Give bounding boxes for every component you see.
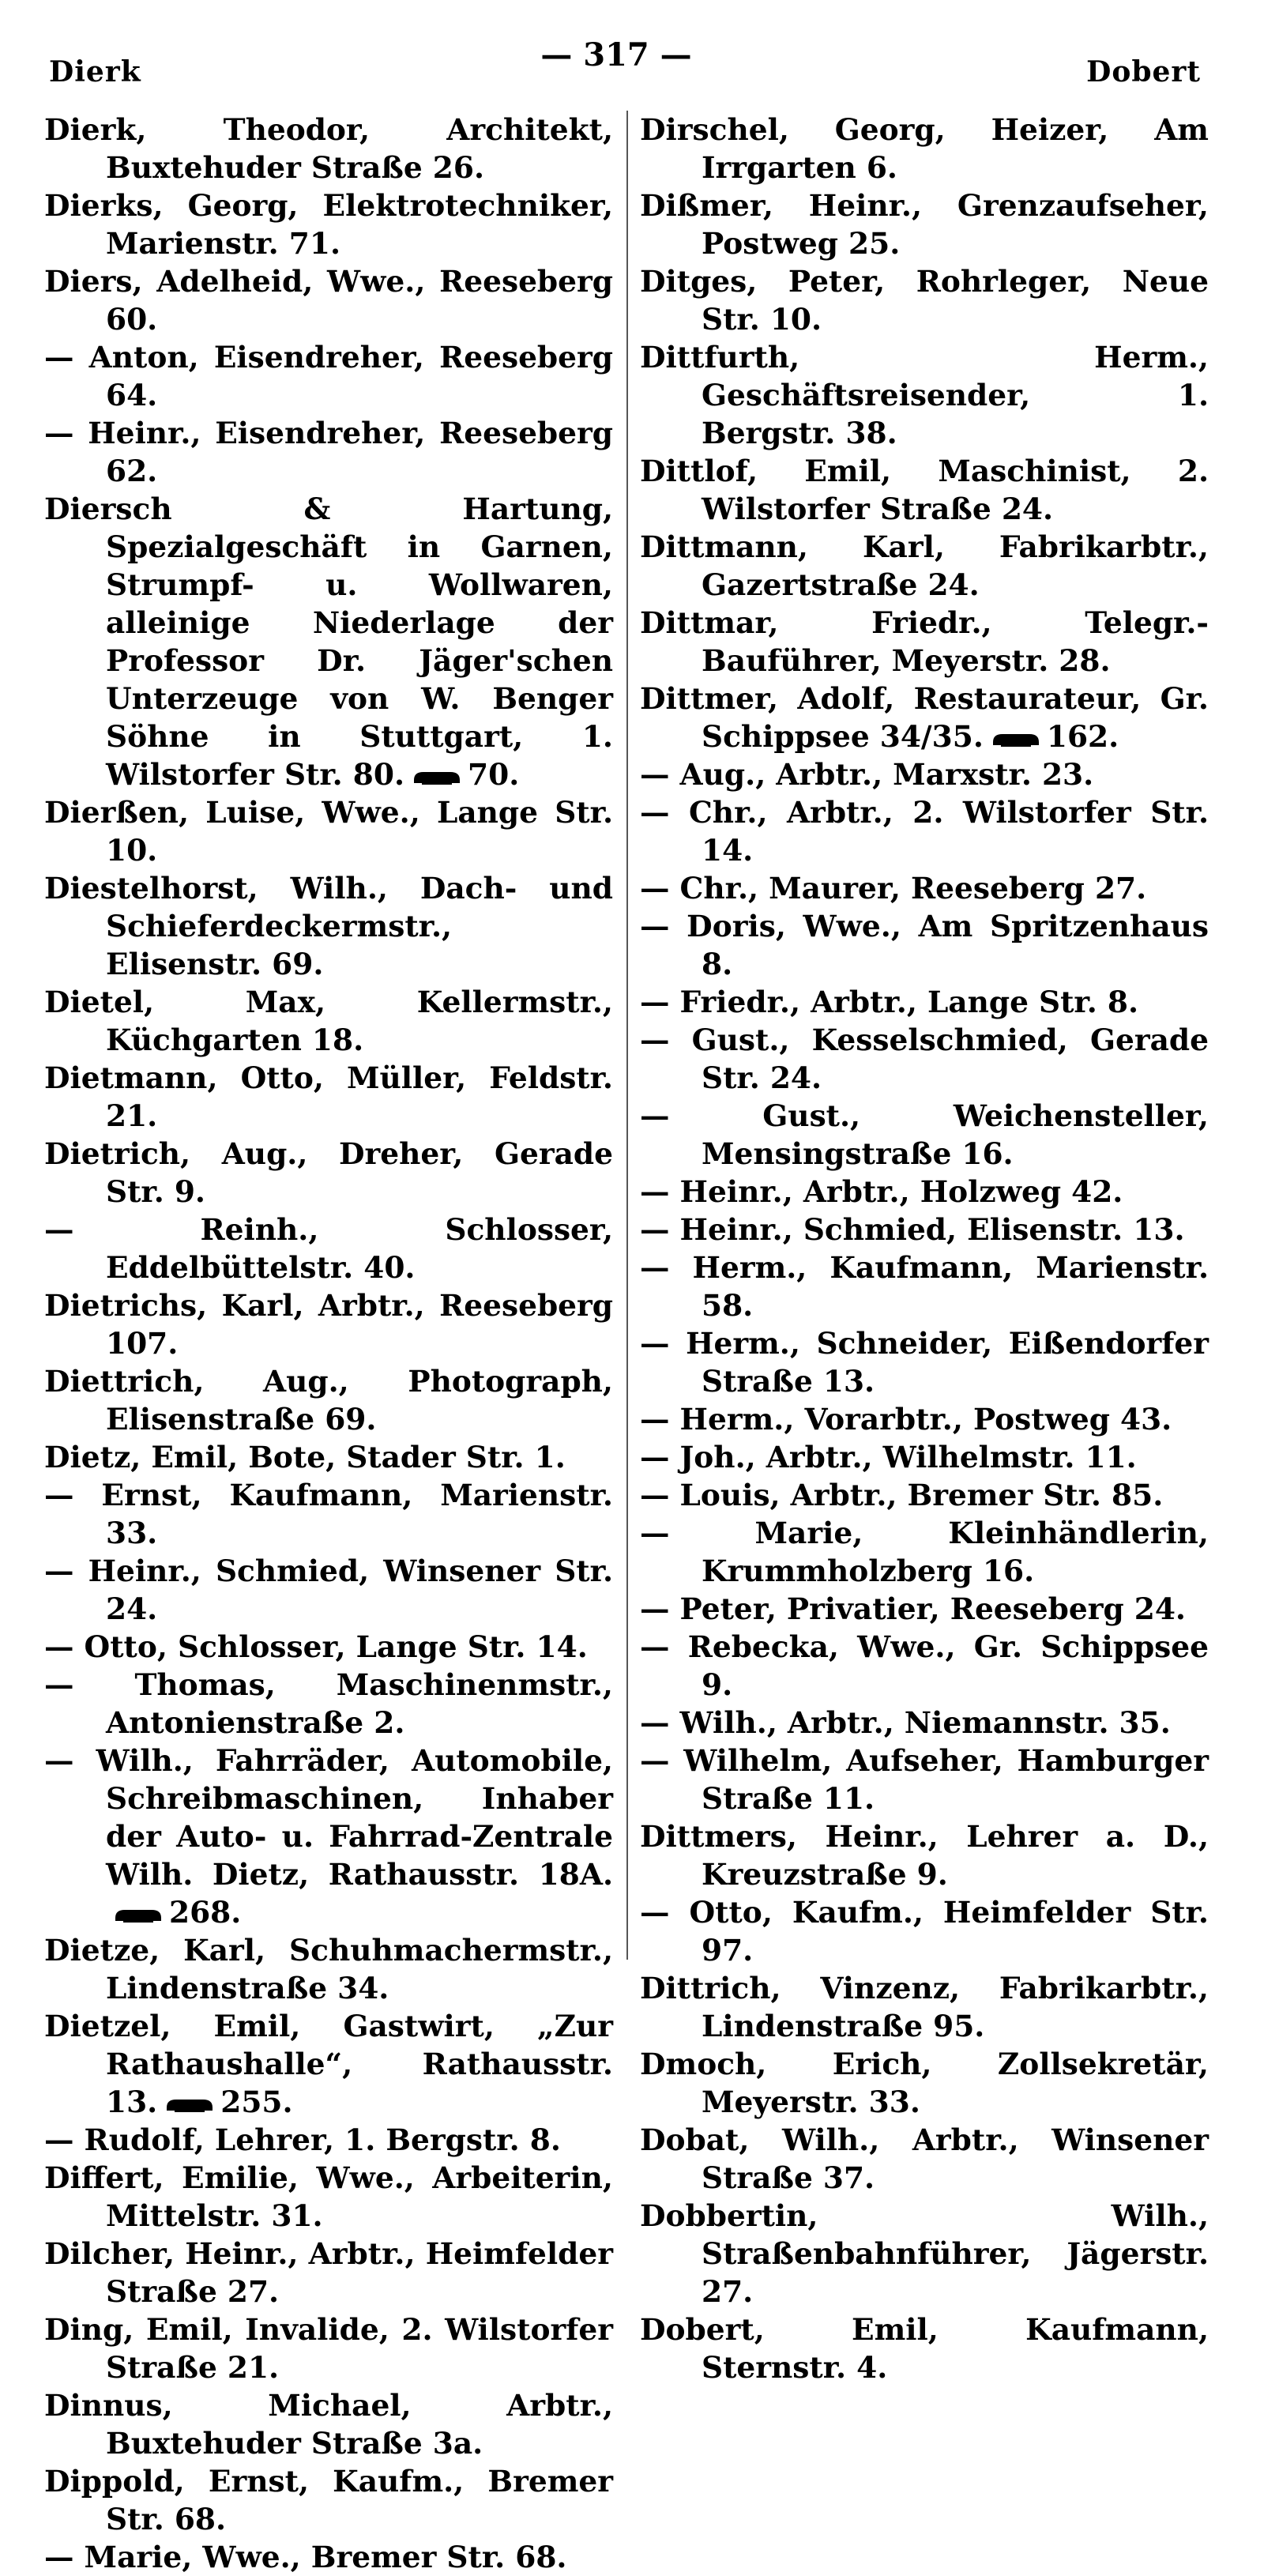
entry-text: — Louis, Arbtr., Bremer Str. 85. <box>640 1478 1164 1512</box>
page-number: — 317 — <box>540 36 692 73</box>
entry-text: — Marie, Wwe., Bremer Str. 68. <box>44 2540 567 2574</box>
phone-number: 70. <box>468 757 520 792</box>
directory-entry <box>640 1248 1209 1324</box>
directory-entry <box>640 680 1209 755</box>
entry-text: Diers, Adelheid, Wwe., Reeseberg 60. <box>44 264 613 337</box>
entry-text: — Gust., Weichensteller, Mensingstraße 16. <box>640 1098 1209 1171</box>
entry-text: Differt, Emilie, Wwe., Arbeiterin, Mittelstr. 31. <box>44 2160 613 2233</box>
directory-entry <box>44 414 613 490</box>
entry-text: Ditges, Peter, Rohrleger, Neue Str. 10. <box>640 264 1209 337</box>
entry-text: Dittmers, Heinr., Lehrer a. D., Kreuzstraße 9. <box>640 1819 1209 1892</box>
entry-text: Dißmer, Heinr., Grenzaufseher, Postweg 25. <box>640 188 1209 261</box>
directory-entry <box>44 2310 613 2386</box>
directory-entry <box>44 2007 613 2121</box>
entry-text: Dobert, Emil, Kaufmann, Sternstr. 4. <box>640 2312 1209 2385</box>
entry-text: — Thomas, Maschinenmstr., Antonienstraße 2. <box>44 1667 613 1740</box>
entry-text: — Friedr., Arbtr., Lange Str. 8. <box>640 985 1138 1019</box>
directory-entry <box>44 1931 613 2007</box>
directory-entry <box>640 1742 1209 1817</box>
directory-entry <box>44 983 613 1059</box>
entry-text: — Wilhelm, Aufseher, Hamburger Straße 11. <box>640 1743 1209 1816</box>
directory-entry <box>640 907 1209 983</box>
directory-entry <box>640 2045 1209 2121</box>
directory-entry <box>44 2159 613 2235</box>
directory-entry <box>44 1059 613 1135</box>
directory-entry <box>44 186 613 262</box>
directory-entry <box>640 1969 1209 2045</box>
entry-text: — Heinr., Schmied, Winsener Str. 24. <box>44 1554 613 1626</box>
entry-text: Diersch & Hartung, Spezialgeschäft in Garnen, Strumpf- u. Wollwaren, alleinige Niederlage der Professor Dr. Jäger'schen Unterzeuge von W. Benger Söhne in Stuttgart, 1. Wilstorfer Str. 80. <box>44 491 613 792</box>
directory-entry <box>640 1476 1209 1514</box>
entry-text: Dmoch, Erich, Zollsekretär, Meyerstr. 33. <box>640 2047 1209 2119</box>
directory-entry <box>44 1438 613 1476</box>
phone-number: 255. <box>220 2085 293 2119</box>
directory-entry <box>44 2462 613 2538</box>
entry-text: Ding, Emil, Invalide, 2. Wilstorfer Straße 21. <box>44 2312 613 2385</box>
directory-entry <box>44 1211 613 1286</box>
entry-text: — Otto, Schlosser, Lange Str. 14. <box>44 1629 588 1664</box>
directory-entry <box>640 1893 1209 1969</box>
directory-entry <box>640 1400 1209 1438</box>
entry-text: — Gust., Kesselschmied, Gerade Str. 24. <box>640 1022 1209 1095</box>
entry-text: — Doris, Wwe., Am Spritzenhaus 8. <box>640 909 1209 981</box>
directory-entry <box>44 793 613 869</box>
entry-text: Dobat, Wilh., Arbtr., Winsener Straße 37. <box>640 2122 1209 2195</box>
telephone-icon <box>164 2095 216 2115</box>
telephone-icon <box>411 767 463 788</box>
directory-entry <box>640 869 1209 907</box>
entry-text: — Reinh., Schlosser, Eddelbüttelstr. 40. <box>44 1212 613 1285</box>
telephone-icon <box>990 729 1042 750</box>
directory-entry <box>640 338 1209 452</box>
directory-entry <box>640 1097 1209 1173</box>
entry-text: Dittlof, Emil, Maschinist, 2. Wilstorfer Straße 24. <box>640 454 1209 526</box>
directory-entry <box>44 1742 613 1931</box>
directory-entry <box>640 2121 1209 2197</box>
entry-text: Dierßen, Luise, Wwe., Lange Str. 10. <box>44 795 613 868</box>
directory-entry <box>640 1704 1209 1742</box>
entry-text: — Joh., Arbtr., Wilhelmstr. 11. <box>640 1440 1137 1474</box>
phone-number: 268. <box>169 1895 242 1930</box>
directory-entry <box>640 1590 1209 1628</box>
directory-entry <box>44 1286 613 1362</box>
directory-entry <box>640 528 1209 604</box>
entry-text: Dittmar, Friedr., Telegr.-Bauführer, Meyerstr. 28. <box>640 605 1209 678</box>
header-last-name: Dobert <box>1086 55 1201 89</box>
entry-text: — Marie, Kleinhändlerin, Krummholzberg 16. <box>640 1516 1209 1588</box>
directory-entry <box>44 2121 613 2159</box>
entry-text: — Otto, Kaufm., Heimfelder Str. 97. <box>640 1895 1209 1968</box>
directory-entry <box>640 262 1209 338</box>
entry-text: — Heinr., Arbtr., Holzweg 42. <box>640 1174 1123 1209</box>
directory-entry <box>44 2235 613 2310</box>
directory-entry <box>44 869 613 983</box>
page-header <box>0 0 1264 103</box>
telephone-icon <box>112 1905 164 1926</box>
directory-entry <box>640 186 1209 262</box>
entry-text: Dittrich, Vinzenz, Fabrikarbtr., Lindenstraße 95. <box>640 1971 1209 2043</box>
directory-entry <box>640 755 1209 793</box>
directory-entry <box>44 1476 613 1552</box>
entry-text: Dietmann, Otto, Müller, Feldstr. 21. <box>44 1060 613 1133</box>
entry-text: Dietz, Emil, Bote, Stader Str. 1. <box>44 1440 566 1474</box>
directory-entry <box>44 338 613 414</box>
header-first-name: Dierk <box>49 55 141 89</box>
directory-entry <box>640 1324 1209 1400</box>
directory-entry <box>44 111 613 186</box>
entry-text: — Peter, Privatier, Reeseberg 24. <box>640 1591 1186 1626</box>
directory-entry <box>44 1628 613 1666</box>
entry-text: Dilcher, Heinr., Arbtr., Heimfelder Straße 27. <box>44 2236 613 2309</box>
directory-entry <box>44 262 613 338</box>
directory-entry <box>640 111 1209 186</box>
entry-text: Dittmer, Adolf, Restaurateur, Gr. Schippsee 34/35. <box>640 681 1209 754</box>
entry-text: Diestelhorst, Wilh., Dach- und Schieferdeckermstr., Elisenstr. 69. <box>44 871 613 981</box>
directory-entry <box>44 2538 613 2576</box>
directory-entry <box>640 1021 1209 1097</box>
directory-entry <box>44 1552 613 1628</box>
entry-text: Dittmann, Karl, Fabrikarbtr., Gazertstraße 24. <box>640 529 1209 602</box>
entry-text: Dietrichs, Karl, Arbtr., Reeseberg 107. <box>44 1288 613 1361</box>
entry-text: Dietrich, Aug., Dreher, Gerade Str. 9. <box>44 1136 613 1209</box>
entry-text: Dietze, Karl, Schuhmachermstr., Lindenstraße 34. <box>44 1933 613 2005</box>
entry-text: — Chr., Arbtr., 2. Wilstorfer Str. 14. <box>640 795 1209 868</box>
entry-text: — Rebecka, Wwe., Gr. Schippsee 9. <box>640 1629 1209 1702</box>
directory-entry <box>640 2197 1209 2310</box>
entry-text: Diettrich, Aug., Photograph, Elisenstraße 69. <box>44 1364 613 1437</box>
entry-text: — Chr., Maurer, Reeseberg 27. <box>640 871 1147 906</box>
column-divider <box>626 111 628 1960</box>
entry-text: — Herm., Schneider, Eißendorfer Straße 13. <box>640 1326 1209 1399</box>
entry-text: — Herm., Kaufmann, Marienstr. 58. <box>640 1250 1209 1323</box>
entry-text: — Wilh., Fahrräder, Automobile, Schreibmaschinen, Inhaber der Auto- u. Fahrrad-Zentrale Wilh. Dietz, Rathausstr. 18A. <box>44 1743 613 1892</box>
entry-text: Dietel, Max, Kellermstr., Küchgarten 18. <box>44 985 613 1057</box>
entry-text: — Anton, Eisendreher, Reeseberg 64. <box>44 340 613 412</box>
directory-entry <box>44 490 613 793</box>
left-column <box>44 111 613 2576</box>
entry-text: Dietzel, Emil, Gastwirt, „Zur Rathaushalle“, Rathausstr. 13. <box>44 2009 613 2119</box>
directory-entry <box>640 1628 1209 1704</box>
directory-entry <box>640 1817 1209 1893</box>
directory-entry <box>640 604 1209 680</box>
directory-entry <box>640 1173 1209 1211</box>
directory-entry <box>640 2310 1209 2386</box>
directory-entry <box>44 1362 613 1438</box>
directory-entry <box>640 1514 1209 1590</box>
right-column <box>640 111 1209 2386</box>
entry-text: — Heinr., Eisendreher, Reeseberg 62. <box>44 416 613 488</box>
directory-entry <box>640 1438 1209 1476</box>
entry-text: — Ernst, Kaufmann, Marienstr. 33. <box>44 1478 613 1550</box>
directory-entry <box>44 1135 613 1211</box>
entry-text: Dierk, Theodor, Architekt, Buxtehuder Straße 26. <box>44 112 613 185</box>
phone-number: 162. <box>1046 719 1119 754</box>
directory-entry <box>44 2386 613 2462</box>
entry-text: Dirschel, Georg, Heizer, Am Irrgarten 6. <box>640 112 1209 185</box>
directory-entry <box>44 1666 613 1742</box>
directory-entry <box>640 452 1209 528</box>
entry-text: Dierks, Georg, Elektrotechniker, Marienstr. 71. <box>44 188 613 261</box>
entry-text: — Rudolf, Lehrer, 1. Bergstr. 8. <box>44 2122 561 2157</box>
directory-entry <box>640 793 1209 869</box>
entry-text: Dittfurth, Herm., Geschäftsreisender, 1. Bergstr. 38. <box>640 340 1209 450</box>
entry-text: — Herm., Vorarbtr., Postweg 43. <box>640 1402 1172 1437</box>
directory-entry <box>640 983 1209 1021</box>
entry-text: — Heinr., Schmied, Elisenstr. 13. <box>640 1212 1185 1247</box>
entry-text: — Aug., Arbtr., Marxstr. 23. <box>640 757 1094 792</box>
entry-text: Dippold, Ernst, Kaufm., Bremer Str. 68. <box>44 2464 613 2536</box>
entry-text: — Wilh., Arbtr., Niemannstr. 35. <box>640 1705 1171 1740</box>
entry-text: Dinnus, Michael, Arbtr., Buxtehuder Straße 3a. <box>44 2388 613 2461</box>
entry-text: Dobbertin, Wilh., Straßenbahnführer, Jägerstr. 27. <box>640 2198 1209 2309</box>
directory-entry <box>640 1211 1209 1248</box>
